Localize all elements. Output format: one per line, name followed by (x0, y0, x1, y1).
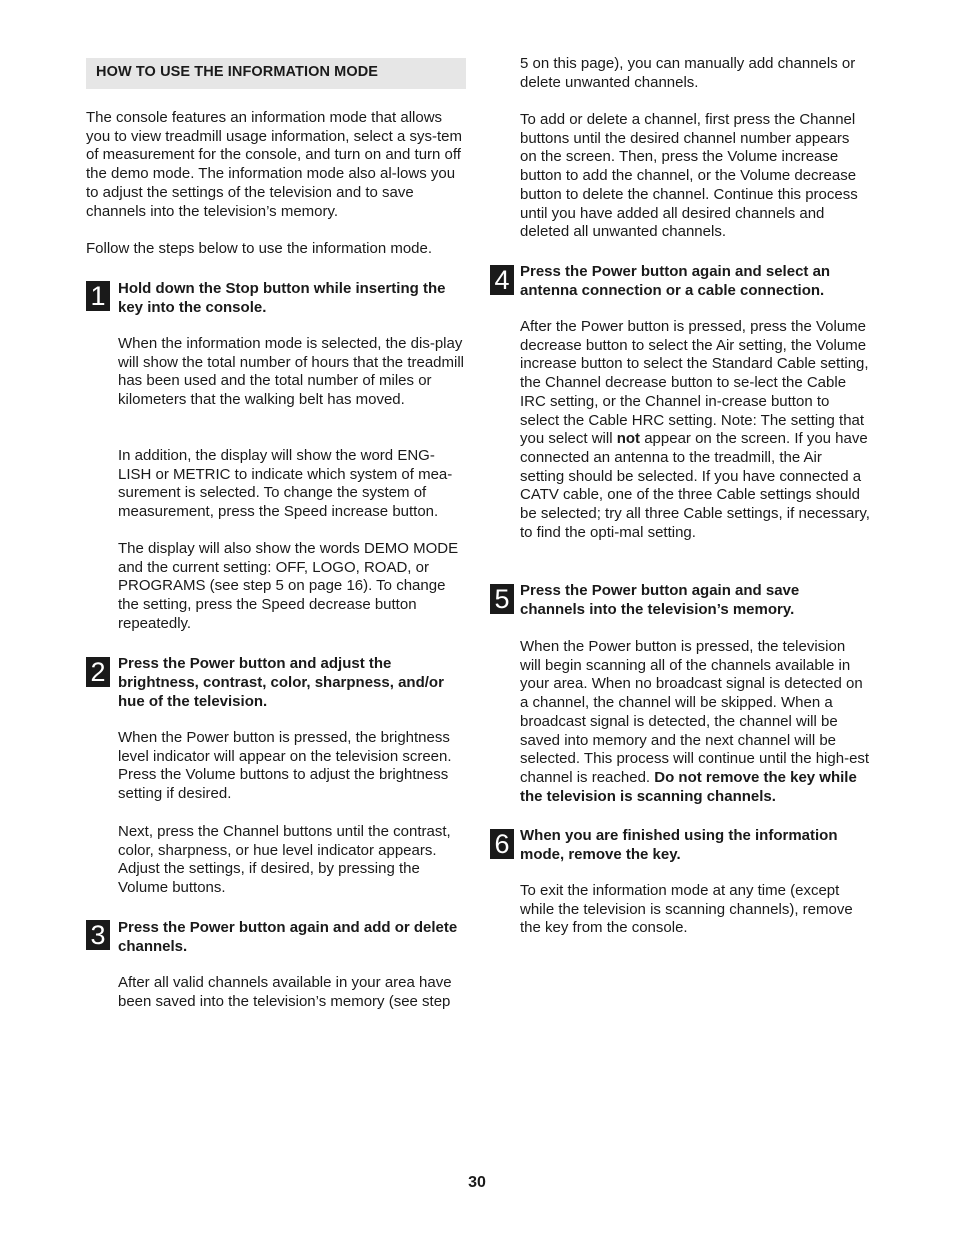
step-1-paragraph: In addition, the display will show the word ENG-LISH or METRIC to indicate which system of mea-surement is selected. To change the system of measurement, press the Speed increase button. (118, 447, 453, 521)
section-header: HOW TO USE THE INFORMATION MODE (86, 58, 466, 89)
step-3-paragraph-continued: 5 on this page), you can manually add channels or delete unwanted channels. (520, 55, 856, 91)
intro-instruction: Follow the steps below to use the information mode. (86, 240, 433, 257)
step-1-paragraph: The display will also show the words DEMO MODE and the current setting: OFF, LOGO, ROAD, or PROGRAMS (see step 5 on page 16). To change the setting, press the Speed decrease button repeatedly. (118, 540, 459, 632)
step-2-paragraph: Next, press the Channel buttons until the contrast, color, sharpness, or hue level indicator appears. Adjust the settings, if desired, by pressing the Volume buttons. (118, 823, 451, 897)
step-4-paragraph (520, 318, 870, 542)
step-1-title: Hold down the Stop button while inserting the key into the console. (118, 280, 446, 316)
step-4-text: After the Power button is pressed, press the Volume decrease button to select the Air setting, the Volume increase button to select the Standard Cable setting, the Channel decrease button to se-lect the Cable IRC setting, or the Channel in-crease button to select the Cable HRC setting. Note: The setting that you select will (520, 318, 869, 448)
step-5-text: When the Power button is pressed, the television will begin scanning all of the channels available in your area. When no broadcast signal is detected on a channel, the channel will be skipped. When a broadcast signal is detected, the channel will be saved into memory and the next channel will be selected. This process will continue until the high-est channel is reached. (520, 638, 870, 786)
step-5-warning: Do not remove the key while the television is scanning channels. (520, 768, 857, 805)
step-6-title: When you are finished using the information mode, remove the key. (520, 827, 838, 863)
step-2-title: Press the Power button and adjust the brightness, contrast, color, sharpness, and/or hue of the television. (118, 655, 444, 710)
page-number: 30 (468, 1174, 486, 1191)
step-6-number: 6 (490, 829, 514, 859)
step-5-paragraph (520, 638, 870, 806)
step-4-emphasis: not (616, 430, 641, 448)
intro-paragraph: The console features an information mode that allows you to view treadmill usage information, select a sys-tem of measurement for the console, and turn on and turn off the demo mode. The information mode also al-lows you to adjust the settings of the television and to save channels into the television’s memory. (86, 109, 462, 220)
step-2-paragraph: When the Power button is pressed, the brightness level indicator will appear on the television screen. Press the Volume buttons to adjust the brightness setting if desired. (118, 729, 452, 803)
step-4-number: 4 (490, 265, 514, 295)
step-3-number: 3 (86, 920, 110, 950)
step-1-number: 1 (86, 281, 110, 311)
step-1-paragraph: When the information mode is selected, the dis-play will show the total number of hours that the treadmill has been used and the total number of miles or kilometers that the walking belt has moved. (118, 335, 465, 409)
step-4-title: Press the Power button again and select an antenna connection or a cable connection. (520, 263, 831, 299)
step-3-paragraph: After all valid channels available in your area have been saved into the television’s memory (see step (118, 974, 452, 1010)
step-2-number: 2 (86, 657, 110, 687)
step-4-text-tail: appear on the screen. If you have connected an antenna to the treadmill, the Air setting should be selected. If you have connected a CATV cable, one of the three Cable settings should be selected; try all three Cable settings, if necessary, to find the opti-mal setting. (520, 430, 870, 541)
step-5-number: 5 (490, 584, 514, 614)
step-5-title: Press the Power button again and save channels into the television’s memory. (520, 582, 800, 618)
step-3-title: Press the Power button again and add or delete channels. (118, 919, 458, 955)
step-6-paragraph: To exit the information mode at any time (except while the television is scanning channels), remove the key from the console. (520, 882, 853, 937)
step-3-paragraph: To add or delete a channel, first press the Channel buttons until the desired channel number appears on the screen. Then, press the Volume increase button to add the channel, or the Volume decrease button to delete the channel. Continue this process until you have added all desired channels and deleted all unwanted channels. (520, 111, 858, 241)
